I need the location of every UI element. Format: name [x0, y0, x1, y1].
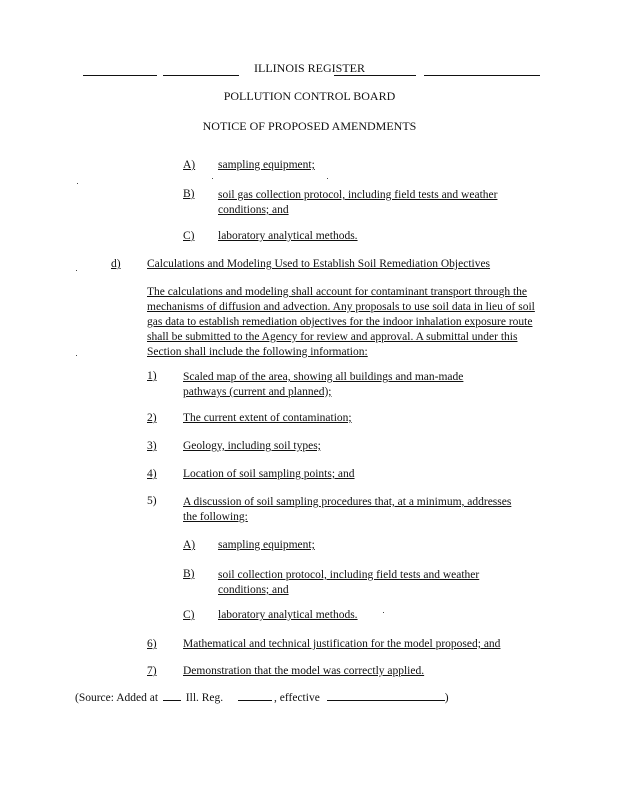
source-line: [75, 692, 449, 704]
list-item: soil gas collection protocol, including field tests and weather conditions; and: [218, 189, 498, 216]
list-marker: B): [183, 188, 195, 200]
item-marker: 5): [147, 495, 157, 507]
list-marker: A): [183, 159, 196, 171]
item-marker: 7): [147, 665, 157, 677]
numbered-item: Location of soil sampling points; and: [183, 468, 355, 480]
register-title: ILLINOIS REGISTER: [254, 61, 365, 75]
source-close: ): [444, 692, 449, 704]
item-marker: 1): [147, 370, 157, 382]
numbered-item: Demonstration that the model was correctly applied.: [183, 665, 425, 677]
item-marker: 4): [147, 468, 157, 480]
scan-speck: [76, 355, 77, 356]
scan-speck: [212, 178, 213, 179]
list-marker: B): [183, 568, 195, 580]
scan-speck: [327, 178, 328, 179]
list-item: sampling equipment;: [218, 159, 315, 171]
source-prefix: (Source: Added at: [75, 692, 159, 704]
section-marker: d): [111, 258, 121, 270]
list-item: soil collection protocol, including field tests and weather conditions; and: [218, 569, 480, 596]
notice-title: NOTICE OF PROPOSED AMENDMENTS: [202, 119, 417, 133]
scan-speck: [76, 270, 77, 271]
list-item: laboratory analytical methods.: [218, 230, 358, 242]
numbered-item: Geology, including soil types;: [183, 440, 321, 452]
section-paragraph: The calculations and modeling shall account for contaminant transport through the mechanisms of diffusion and advection. Any proposals to use soil data in lieu of soil gas data to establish remediation objectives for the indoor inhalation exposure route shall be submitted to the Agency for review and approval. A submittal under this Section shall include the following information:: [147, 286, 535, 358]
section-title: Calculations and Modeling Used to Establish Soil Remediation Objectives: [147, 258, 491, 270]
list-item: laboratory analytical methods.: [218, 609, 358, 621]
item-marker: 6): [147, 638, 157, 650]
source-effective: , effective: [274, 692, 320, 704]
list-marker: C): [183, 609, 195, 621]
scan-speck: [383, 612, 384, 613]
date-blank: [327, 700, 445, 701]
page-blank: [238, 700, 272, 701]
source-ill-reg: Ill. Reg.: [185, 692, 224, 704]
numbered-item: The current extent of contamination;: [183, 412, 352, 424]
list-marker: C): [183, 230, 195, 242]
numbered-item: Scaled map of the area, showing all buildings and man-made pathways (current and planned);: [183, 371, 464, 398]
list-item: sampling equipment;: [218, 539, 315, 551]
list-marker: A): [183, 539, 196, 551]
numbered-item: A discussion of soil sampling procedures that, at a minimum, addresses the following:: [183, 496, 512, 523]
scan-speck: [77, 183, 78, 184]
volume-blank: [163, 700, 181, 701]
numbered-item: Mathematical and technical justification for the model proposed; and: [183, 638, 501, 650]
board-title: POLLUTION CONTROL BOARD: [223, 89, 396, 103]
item-marker: 3): [147, 440, 157, 452]
item-marker: 2): [147, 412, 157, 424]
